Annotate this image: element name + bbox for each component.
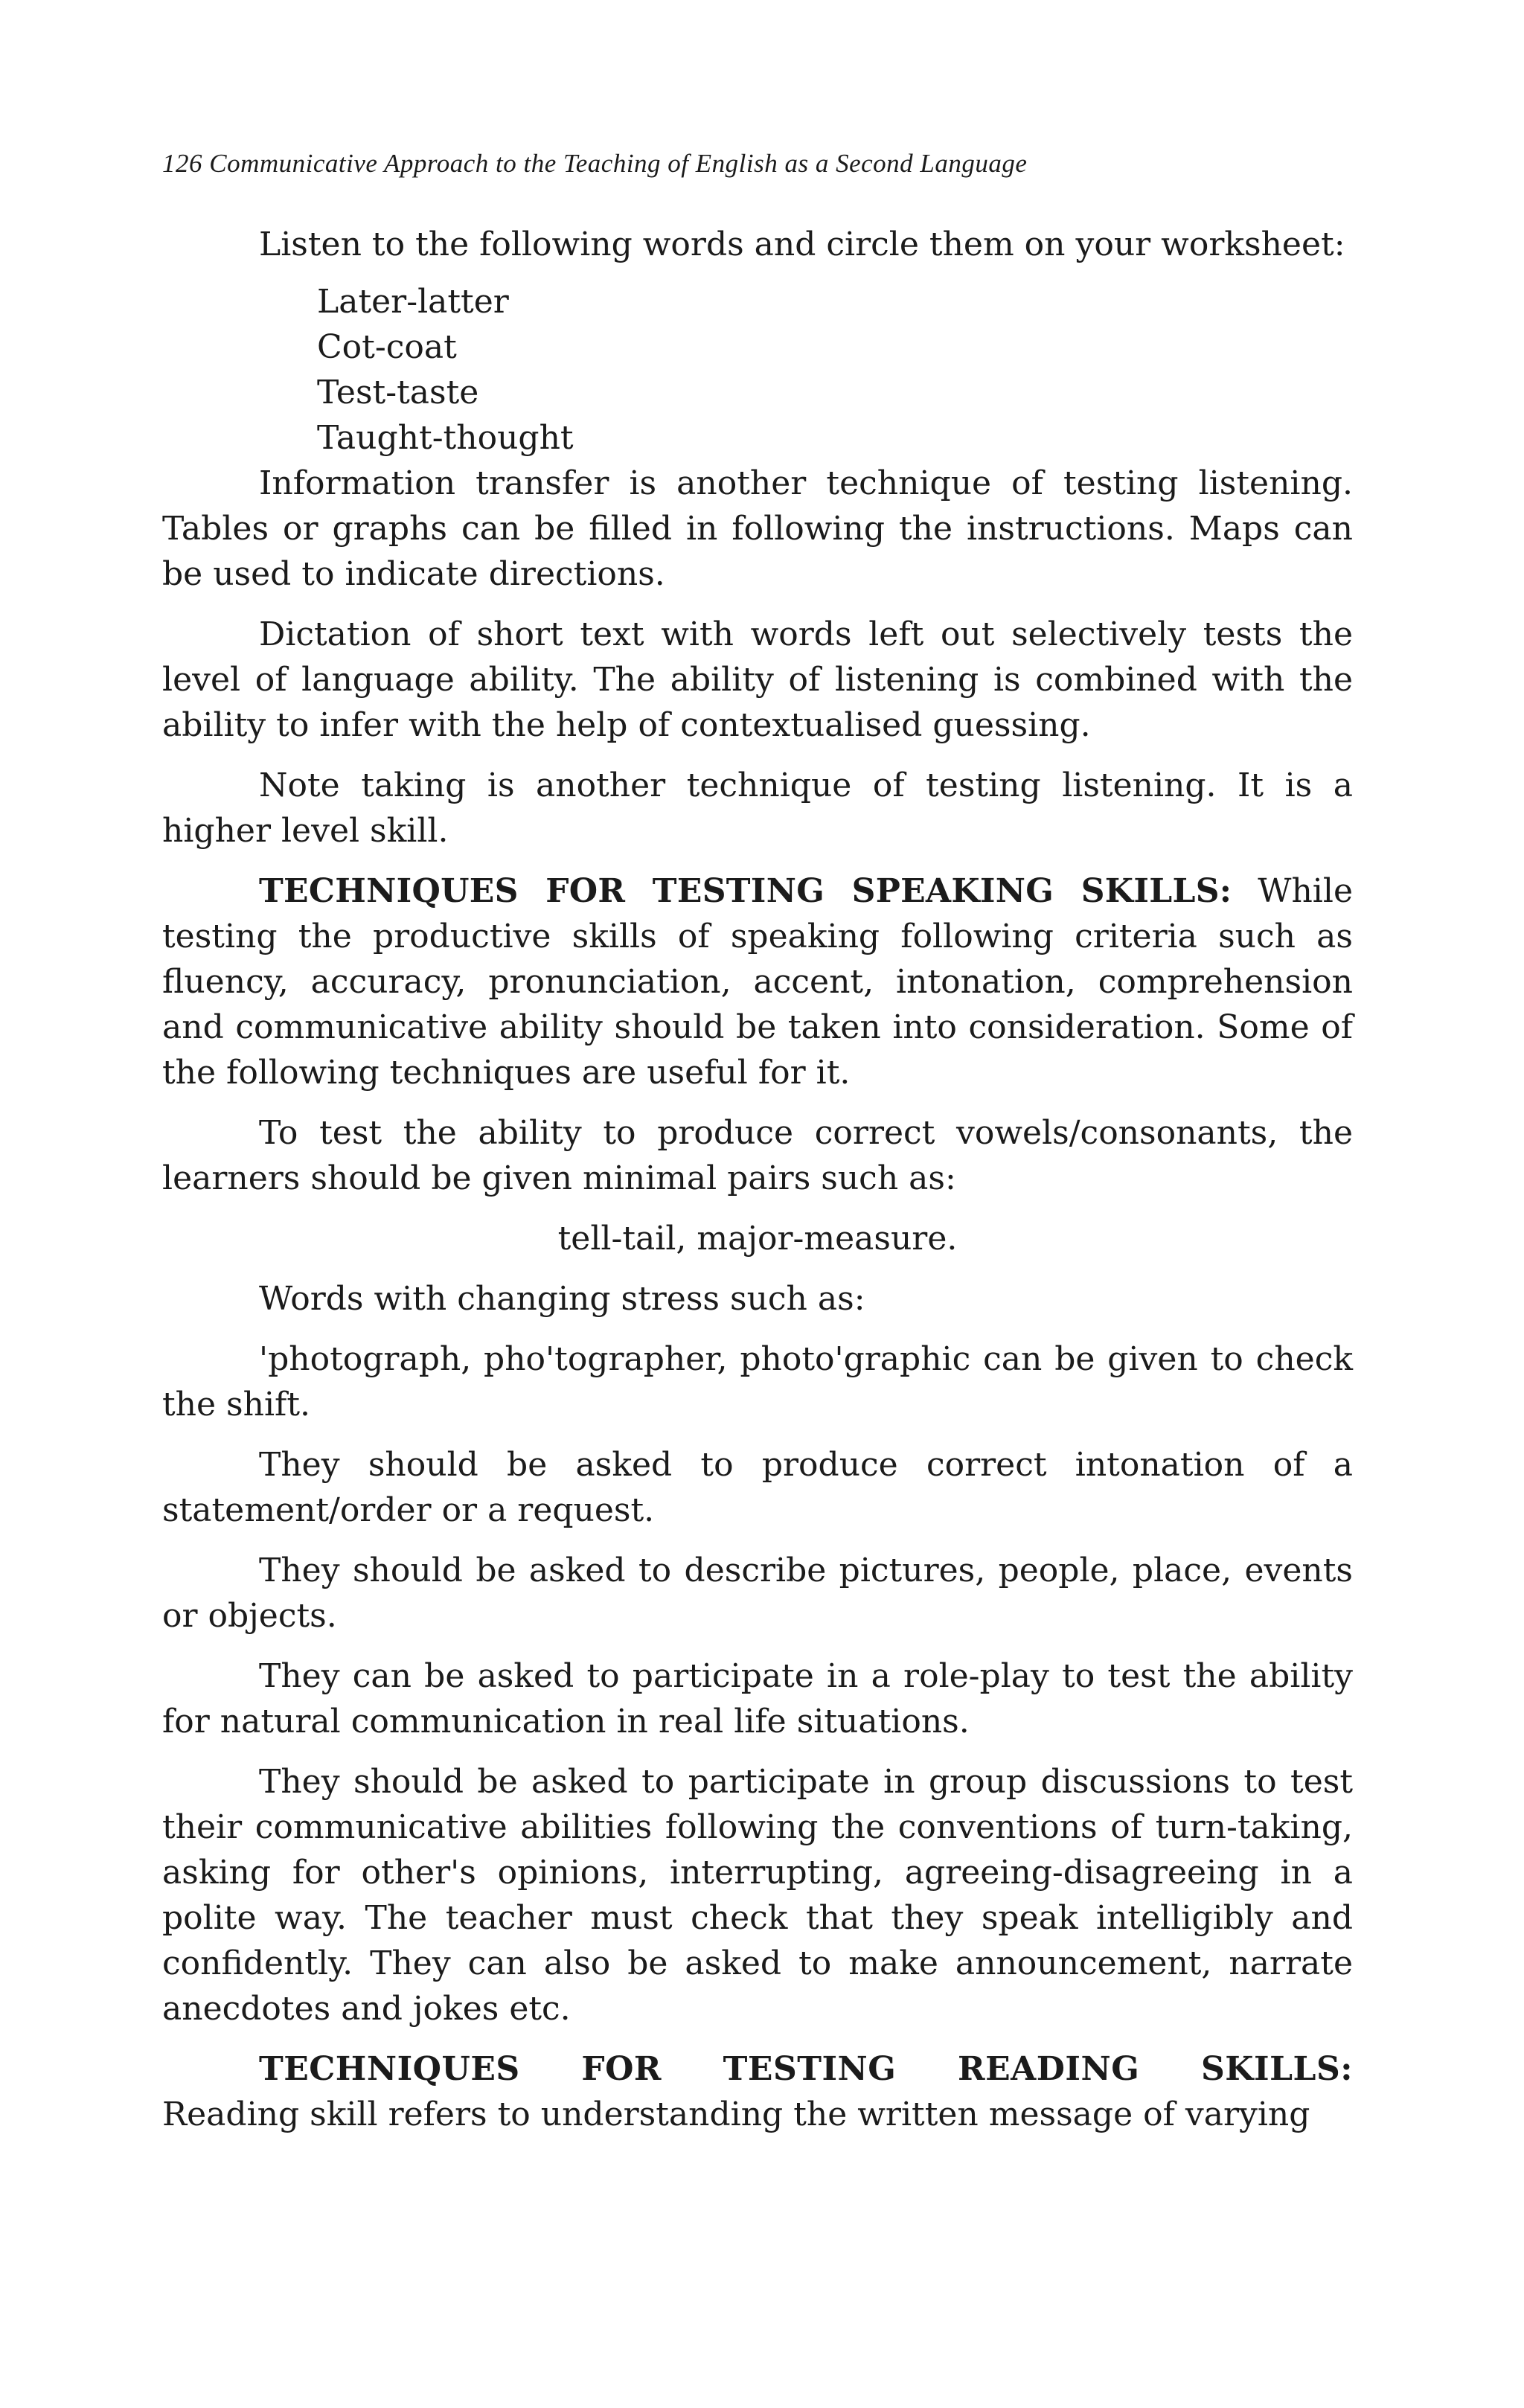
page-number: 126 [162, 149, 202, 178]
paragraph-stress-intro: Words with changing stress such as: [259, 1280, 865, 1318]
paragraph-speaking [162, 868, 1353, 1095]
book-page [162, 149, 1353, 2137]
word-pair: Test-taste [317, 374, 479, 412]
running-head [162, 149, 1353, 179]
heading-word: FOR [581, 2050, 662, 2088]
reading-skills-body: Reading skill refers to understanding the written message of varying [162, 2095, 1310, 2133]
reading-skills-heading [162, 2046, 1353, 2092]
word-pair: Later-latter [317, 283, 509, 321]
speaking-skills-heading: TECHNIQUES FOR TESTING SPEAKING SKILLS: [259, 872, 1232, 910]
word-pair-list [317, 279, 1353, 461]
minimal-pairs-example: tell-tail, major-measure. [557, 1220, 958, 1258]
heading-word: TESTING [723, 2050, 897, 2088]
heading-word: TECHNIQUES [259, 2050, 520, 2088]
speaking-skills-body: While testing the productive skills of speaking following criteria such as fluency, accuracy, pronunciation, accent, intonation, comprehension and communicative ability should be taken into consideration. Some of the following techniques are useful for it. [162, 872, 1353, 1092]
paragraph-intonation: They should be asked to produce correct intonation of a statement/order or a request. [162, 1446, 1353, 1529]
paragraph-stress-examples: 'photograph, pho'tographer, photo'graphic can be given to check the shift. [162, 1340, 1353, 1424]
running-title: Communicative Approach to the Teaching of English as a Second Language [209, 149, 1028, 178]
paragraph-note-taking: Note taking is another technique of testing listening. It is a higher level skill. [162, 766, 1353, 850]
word-pair: Taught-thought [317, 419, 574, 457]
listening-intro: Listen to the following words and circle them on your worksheet: [259, 225, 1345, 263]
paragraph-vowels-consonants: To test the ability to produce correct vowels/consonants, the learners should be given minimal pairs such as: [162, 1114, 1353, 1197]
paragraph-dictation: Dictation of short text with words left out selectively tests the level of language ability. The ability of listening is combined with the ability to infer with the help of contextualised guessing. [162, 615, 1353, 744]
word-pair: Cot-coat [317, 328, 457, 366]
paragraph-role-play: They can be asked to participate in a role-play to test the ability for natural communication in real life situations. [162, 1657, 1353, 1741]
paragraph-information-transfer: Information transfer is another technique of testing listening. Tables or graphs can be filled in following the instructions. Maps can be used to indicate directions. [162, 464, 1353, 593]
paragraph-describe: They should be asked to describe pictures, people, place, events or objects. [162, 1552, 1353, 1635]
paragraph-group-discussion: They should be asked to participate in group discussions to test their communicative abilities following the conventions of turn-taking, asking for other's opinions, interrupting, agreeing-disagreeing in a polite way. The teacher must check that they speak intelligibly and confidently. They can also be asked to make announcement, narrate anecdotes and jokes etc. [162, 1763, 1353, 2028]
heading-word: SKILLS: [1200, 2050, 1353, 2088]
heading-word: READING [958, 2050, 1140, 2088]
